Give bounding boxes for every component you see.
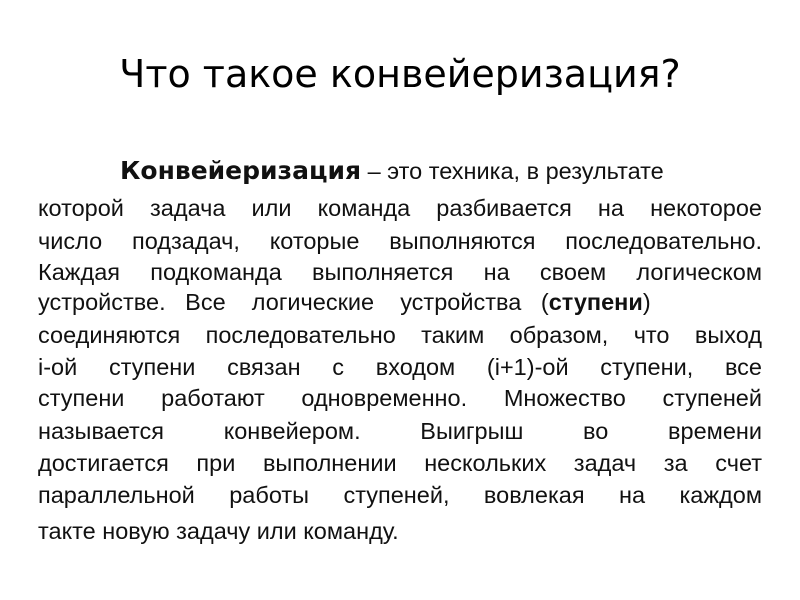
paragraph-line-11: параллельной работы ступеней, вовлекая на каждом bbox=[38, 482, 762, 508]
paragraph-line-8: ступени работают одновременно. Множество ступеней bbox=[38, 385, 762, 411]
line-5-text: устройстве. Все логические устройства ( bbox=[38, 289, 549, 315]
line-1-rest: – это техника, в результате bbox=[361, 158, 664, 184]
paragraph-line-7: i-ой ступени связан с входом (i+1)-ой ступени, все bbox=[38, 354, 762, 380]
paragraph-line-12: такте новую задачу или команду. bbox=[38, 518, 399, 544]
paragraph-line-9: называется конвейером. Выигрыш во времени bbox=[38, 418, 762, 444]
paragraph-line-6: соединяются последовательно таким образом, что выход bbox=[38, 322, 762, 348]
paragraph-line-10: достигается при выполнении нескольких задач за счет bbox=[38, 450, 762, 476]
paragraph-line-5 bbox=[38, 287, 762, 317]
term-stages: ступени bbox=[548, 289, 643, 315]
paragraph-line-4: Каждая подкоманда выполняется на своем логическом bbox=[38, 259, 762, 285]
slide-title: Что такое конвейеризация? bbox=[119, 52, 681, 96]
line-5-close: ) bbox=[642, 289, 651, 315]
term-conveyorization: Конвейеризация bbox=[120, 156, 362, 185]
paragraph-line-2: которой задача или команда разбивается на некоторое bbox=[38, 195, 762, 221]
paragraph-line-3: число подзадач, которые выполняются последовательно. bbox=[38, 228, 762, 254]
paragraph-line-1 bbox=[120, 156, 746, 186]
